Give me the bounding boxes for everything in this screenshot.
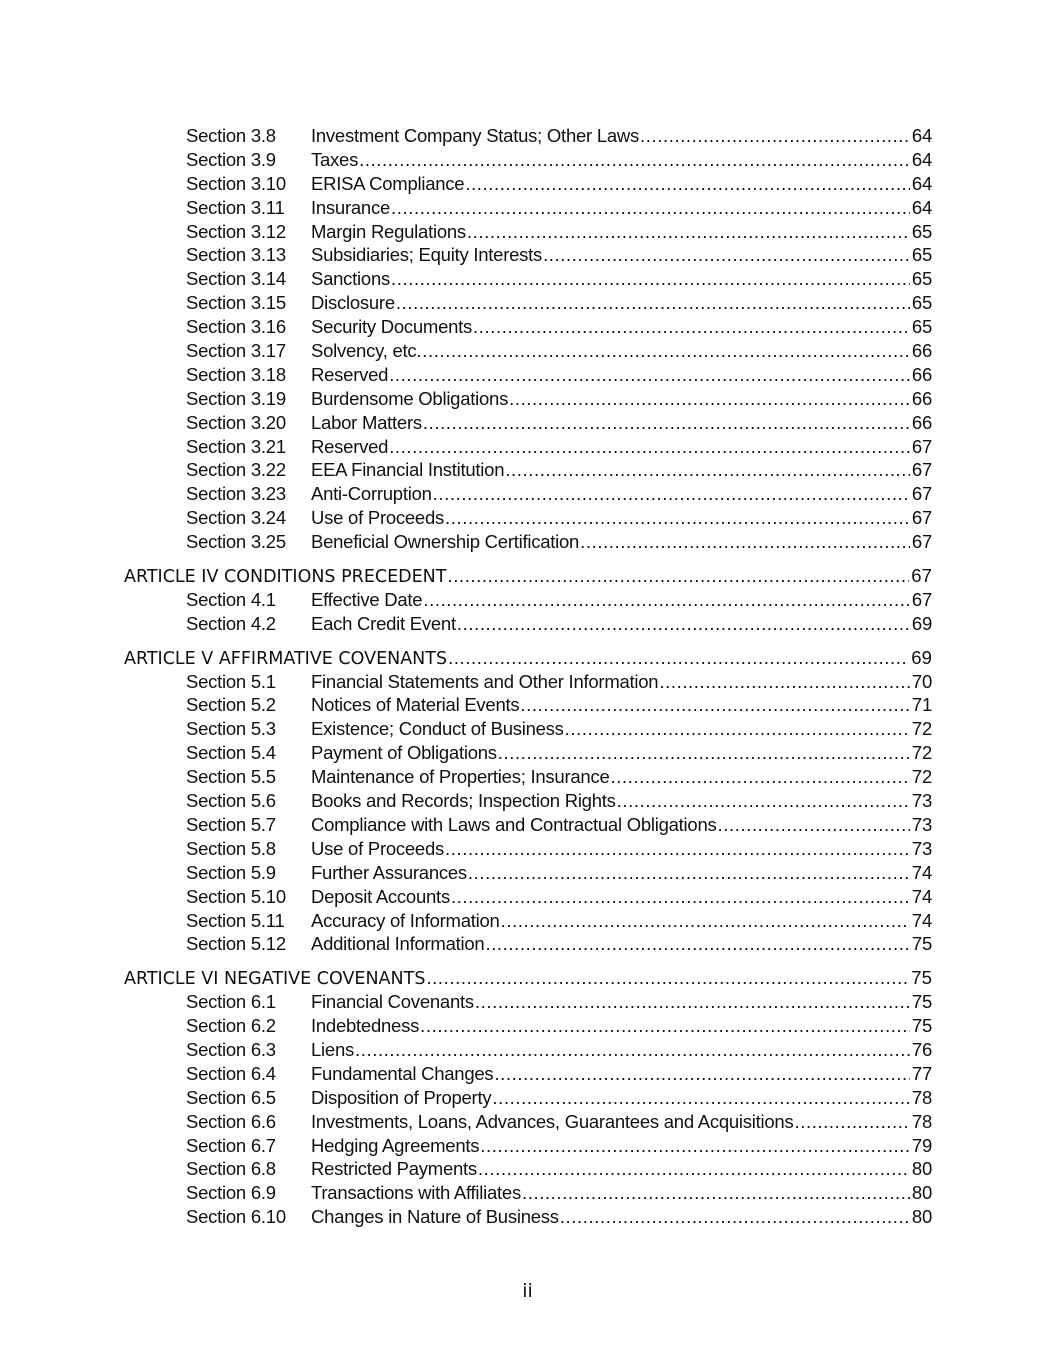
section-number: Section 5.11 — [186, 909, 285, 931]
toc-section-row[interactable] — [124, 789, 932, 813]
dot-leader — [445, 837, 910, 861]
page-reference: 78 — [911, 1110, 932, 1132]
page-reference: 80 — [911, 1182, 932, 1204]
toc-section-row[interactable] — [124, 588, 932, 612]
toc-section-row[interactable] — [124, 196, 932, 220]
dot-leader — [522, 1181, 910, 1205]
section-number: Section 3.9 — [186, 148, 276, 170]
dot-leader — [509, 387, 910, 411]
page-reference: 69 — [911, 646, 932, 668]
section-number: Section 3.15 — [186, 292, 286, 314]
section-title: Compliance with Laws and Contractual Obligations — [311, 813, 717, 835]
section-title: ERISA Compliance — [311, 172, 465, 194]
toc-section-row[interactable] — [124, 765, 932, 789]
section-title: Transactions with Affiliates — [311, 1182, 521, 1204]
page-reference: 73 — [911, 813, 932, 835]
dot-leader — [478, 1157, 910, 1181]
toc-section-row[interactable] — [124, 506, 932, 530]
page-reference: 65 — [911, 292, 932, 314]
section-title: Use of Proceeds — [311, 837, 445, 859]
section-number: Section 3.11 — [186, 196, 285, 218]
section-title: Financial Covenants — [311, 991, 474, 1013]
section-title: Liens — [311, 1038, 354, 1060]
dot-leader — [520, 693, 910, 717]
toc-section-row[interactable] — [124, 530, 932, 554]
page-reference: 70 — [911, 670, 932, 692]
page-reference: 72 — [911, 718, 932, 740]
dot-leader — [457, 612, 910, 636]
section-number: Section 5.9 — [186, 861, 276, 883]
dot-leader — [467, 220, 910, 244]
section-number: Section 3.17 — [186, 340, 286, 362]
section-number: Section 6.4 — [186, 1062, 276, 1084]
dot-leader — [617, 789, 910, 813]
dot-leader — [447, 564, 909, 588]
toc-section-row[interactable] — [124, 1062, 932, 1086]
table-of-contents — [124, 124, 932, 1229]
page-reference: 75 — [911, 1015, 932, 1037]
dot-leader — [494, 1062, 909, 1086]
section-number: Section 5.10 — [186, 885, 286, 907]
toc-section-row[interactable] — [124, 220, 932, 244]
dot-leader — [565, 717, 910, 741]
section-title: Reserved — [311, 363, 389, 385]
section-number: Section 5.1 — [186, 670, 276, 692]
section-number: Section 3.12 — [186, 220, 286, 242]
page-reference: 75 — [911, 933, 932, 955]
page-reference: 74 — [911, 861, 932, 883]
section-number: Section 6.10 — [186, 1206, 286, 1228]
dot-leader — [560, 1205, 910, 1229]
dot-leader — [355, 1038, 910, 1062]
page-reference: 80 — [911, 1206, 932, 1228]
toc-article-row[interactable] — [124, 646, 932, 670]
toc-section-row[interactable] — [124, 741, 932, 765]
section-number: Section 3.25 — [186, 531, 286, 553]
section-title: Subsidiaries; Equity Interests — [311, 244, 543, 266]
article-title: ARTICLE IV CONDITIONS PRECEDENT — [124, 567, 447, 588]
page-reference: 80 — [911, 1158, 932, 1180]
section-title: Books and Records; Inspection Rights — [311, 790, 616, 812]
page-reference: 64 — [911, 172, 932, 194]
section-number: Section 6.9 — [186, 1182, 276, 1204]
dot-leader — [448, 646, 909, 670]
dot-leader — [580, 530, 910, 554]
toc-section-row[interactable] — [124, 670, 932, 694]
section-number: Section 4.1 — [186, 588, 276, 610]
dot-leader — [794, 1110, 909, 1134]
section-title: Indebtedness — [311, 1015, 420, 1037]
toc-section-row[interactable] — [124, 411, 932, 435]
toc-section-row[interactable] — [124, 837, 932, 861]
page-reference: 65 — [911, 244, 932, 266]
section-number: Section 3.22 — [186, 459, 286, 481]
toc-section-row[interactable] — [124, 885, 932, 909]
section-title: Insurance — [311, 196, 390, 218]
article-title: ARTICLE V AFFIRMATIVE COVENANTS — [124, 648, 448, 669]
section-title: Burdensome Obligations — [311, 387, 509, 409]
dot-leader — [465, 172, 910, 196]
section-title: Restricted Payments — [311, 1158, 477, 1180]
section-number: Section 3.24 — [186, 507, 286, 529]
dot-leader — [480, 1134, 910, 1158]
toc-article-row[interactable] — [124, 564, 932, 588]
toc-section-row[interactable] — [124, 339, 932, 363]
dot-leader — [501, 909, 910, 933]
page-reference: 67 — [911, 459, 932, 481]
page-number: ii — [522, 1280, 533, 1302]
dot-leader — [475, 990, 910, 1014]
dot-leader — [492, 1086, 910, 1110]
page-reference: 78 — [911, 1086, 932, 1108]
toc-section-row[interactable] — [124, 717, 932, 741]
toc-section-row[interactable] — [124, 861, 932, 885]
page-reference: 65 — [911, 220, 932, 242]
page-reference: 79 — [911, 1134, 932, 1156]
dot-leader — [485, 932, 909, 956]
page-reference: 73 — [911, 790, 932, 812]
dot-leader — [423, 588, 910, 612]
section-title: Effective Date — [311, 588, 423, 610]
dot-leader — [468, 861, 910, 885]
toc-section-row[interactable] — [124, 315, 932, 339]
dot-leader — [445, 506, 910, 530]
section-title: Taxes — [311, 148, 359, 170]
dot-leader — [473, 315, 910, 339]
page-reference: 65 — [911, 268, 932, 290]
section-title: Hedging Agreements — [311, 1134, 480, 1156]
section-title: Financial Statements and Other Information — [311, 670, 659, 692]
section-number: Section 5.8 — [186, 837, 276, 859]
toc-section-row[interactable] — [124, 363, 932, 387]
toc-section-row[interactable] — [124, 172, 932, 196]
toc-section-row[interactable] — [124, 1110, 932, 1134]
toc-section-row[interactable] — [124, 458, 932, 482]
toc-section-row[interactable] — [124, 1014, 932, 1038]
dot-leader — [391, 267, 910, 291]
page-reference: 67 — [911, 507, 932, 529]
section-number: Section 5.6 — [186, 790, 276, 812]
toc-section-row[interactable] — [124, 291, 932, 315]
section-number: Section 5.4 — [186, 742, 276, 764]
section-number: Section 5.5 — [186, 766, 276, 788]
dot-leader — [505, 458, 910, 482]
section-title: Deposit Accounts — [311, 885, 450, 907]
toc-section-row[interactable] — [124, 1157, 932, 1181]
page-reference: 75 — [911, 967, 932, 989]
section-title: Labor Matters — [311, 411, 422, 433]
toc-section-row[interactable] — [124, 909, 932, 933]
page-reference: 67 — [911, 531, 932, 553]
article-title: ARTICLE VI NEGATIVE COVENANTS — [124, 969, 426, 990]
section-number: Section 6.5 — [186, 1086, 276, 1108]
page-reference: 69 — [911, 612, 932, 634]
dot-leader — [423, 411, 910, 435]
section-number: Section 4.2 — [186, 612, 276, 634]
section-number: Section 3.14 — [186, 268, 286, 290]
section-title: Sanctions — [311, 268, 390, 290]
dot-leader — [359, 148, 910, 172]
toc-section-row[interactable] — [124, 932, 932, 956]
toc-section-row[interactable] — [124, 387, 932, 411]
section-title: Use of Proceeds — [311, 507, 445, 529]
dot-leader — [420, 1014, 910, 1038]
page-reference: 76 — [911, 1038, 932, 1060]
section-title: Beneficial Ownership Certification — [311, 531, 580, 553]
section-title: Fundamental Changes — [311, 1062, 494, 1084]
section-number: Section 3.16 — [186, 316, 286, 338]
dot-leader — [610, 765, 909, 789]
toc-section-row[interactable] — [124, 267, 932, 291]
toc-section-row[interactable] — [124, 990, 932, 1014]
toc-section-row[interactable] — [124, 482, 932, 506]
section-title: Payment of Obligations — [311, 742, 497, 764]
toc-section-row[interactable] — [124, 1181, 932, 1205]
toc-section-row[interactable] — [124, 1134, 932, 1158]
section-number: Section 3.23 — [186, 483, 286, 505]
page-reference: 67 — [911, 588, 932, 610]
toc-section-row[interactable] — [124, 1205, 932, 1229]
section-number: Section 6.8 — [186, 1158, 276, 1180]
section-title: Maintenance of Properties; Insurance — [311, 766, 610, 788]
toc-section-row[interactable] — [124, 435, 932, 459]
section-title: Disposition of Property — [311, 1086, 492, 1108]
page-reference: 67 — [911, 435, 932, 457]
page-reference: 64 — [911, 125, 932, 146]
dot-leader — [640, 124, 910, 148]
dot-leader — [543, 243, 910, 267]
section-title: Additional Information — [311, 933, 485, 955]
toc-article-row[interactable] — [124, 966, 932, 990]
section-number: Section 3.13 — [186, 244, 286, 266]
dot-leader — [389, 363, 910, 387]
page-reference: 66 — [911, 411, 932, 433]
page-reference: 64 — [911, 148, 932, 170]
toc-section-row[interactable] — [124, 813, 932, 837]
dot-leader — [422, 339, 910, 363]
section-number: Section 5.2 — [186, 694, 276, 716]
dot-leader — [433, 482, 910, 506]
section-title: Security Documents — [311, 316, 473, 338]
toc-section-row[interactable] — [124, 612, 932, 636]
section-number: Section 3.18 — [186, 363, 286, 385]
section-title: Investments, Loans, Advances, Guarantees and Acquisitions — [311, 1110, 794, 1132]
page-reference: 77 — [911, 1062, 932, 1084]
section-number: Section 3.21 — [186, 435, 286, 457]
section-title: Changes in Nature of Business — [311, 1206, 559, 1228]
section-title: Disclosure — [311, 292, 395, 314]
section-title: Existence; Conduct of Business — [311, 718, 564, 740]
section-number: Section 3.20 — [186, 411, 286, 433]
toc-section-row[interactable] — [124, 243, 932, 267]
section-title: Solvency, etc. — [311, 340, 422, 362]
page-reference: 72 — [911, 766, 932, 788]
page-reference: 67 — [911, 483, 932, 505]
dot-leader — [718, 813, 910, 837]
section-number: Section 3.8 — [186, 125, 276, 146]
dot-leader — [498, 741, 910, 765]
section-number: Section 6.1 — [186, 991, 276, 1013]
page-reference: 71 — [911, 694, 932, 716]
page-reference: 65 — [911, 316, 932, 338]
section-title: Each Credit Event — [311, 612, 456, 634]
page-reference: 66 — [911, 363, 932, 385]
section-number: Section 5.7 — [186, 813, 276, 835]
section-number: Section 6.6 — [186, 1110, 276, 1132]
section-title: Investment Company Status; Other Laws — [311, 125, 640, 146]
section-title: EEA Financial Institution — [311, 459, 505, 481]
dot-leader — [659, 670, 910, 694]
page-reference: 74 — [911, 885, 932, 907]
section-number: Section 6.3 — [186, 1038, 276, 1060]
page-reference: 72 — [911, 742, 932, 764]
toc-section-row[interactable] — [124, 1038, 932, 1062]
dot-leader — [451, 885, 910, 909]
section-number: Section 6.7 — [186, 1134, 276, 1156]
section-title: Notices of Material Events — [311, 694, 520, 716]
dot-leader — [391, 196, 910, 220]
toc-section-row[interactable] — [124, 124, 932, 148]
dot-leader — [396, 291, 910, 315]
page-reference: 75 — [911, 991, 932, 1013]
dot-leader — [389, 435, 910, 459]
section-title: Further Assurances — [311, 861, 467, 883]
toc-section-row[interactable] — [124, 693, 932, 717]
section-title: Accuracy of Information — [311, 909, 500, 931]
section-title: Margin Regulations — [311, 220, 466, 242]
section-title: Anti-Corruption — [311, 483, 432, 505]
page-reference: 67 — [911, 565, 932, 587]
section-number: Section 5.12 — [186, 933, 286, 955]
section-title: Reserved — [311, 435, 389, 457]
toc-section-row[interactable] — [124, 1086, 932, 1110]
section-number: Section 3.10 — [186, 172, 286, 194]
toc-section-row[interactable] — [124, 148, 932, 172]
section-number: Section 3.19 — [186, 387, 286, 409]
page-reference: 66 — [911, 340, 932, 362]
page-reference: 66 — [911, 387, 932, 409]
page-reference: 64 — [911, 196, 932, 218]
dot-leader — [426, 966, 909, 990]
section-number: Section 5.3 — [186, 718, 276, 740]
page-reference: 73 — [911, 837, 932, 859]
page-reference: 74 — [911, 909, 932, 931]
section-number: Section 6.2 — [186, 1015, 276, 1037]
